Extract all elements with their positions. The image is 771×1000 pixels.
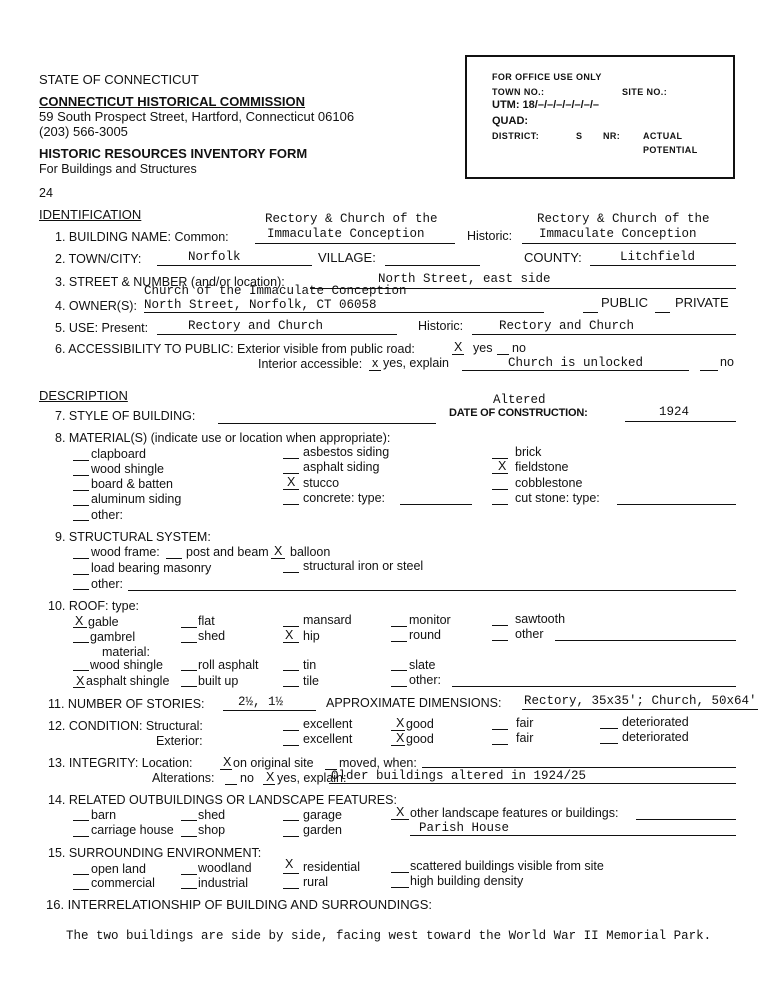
- office-town-no: TOWN NO.:: [492, 87, 545, 97]
- owner-label: 4. OWNER(S):: [55, 299, 137, 313]
- roof-mansard: mansard: [303, 613, 352, 627]
- roof-label: 10. ROOF: type:: [48, 599, 140, 613]
- surround-industrial: industrial: [198, 876, 249, 890]
- altered-note: Altered: [493, 393, 546, 407]
- fieldstone-mark: X: [498, 459, 507, 473]
- interrelationship-text: The two buildings are side by side, facing west toward the World War II Memorial Park.: [66, 929, 712, 943]
- roof-slate: slate: [409, 658, 436, 672]
- use-historic-label: Historic:: [418, 319, 464, 333]
- material-aluminum-siding: aluminum siding: [91, 492, 182, 506]
- exterior-fair: fair: [516, 731, 534, 745]
- outbuildings-label: 14. RELATED OUTBUILDINGS OR LANDSCAPE FEATURES:: [48, 793, 397, 807]
- roof-built-up: built up: [198, 674, 239, 688]
- material-brick: brick: [515, 445, 542, 459]
- private-option: PRIVATE: [675, 295, 729, 310]
- balloon: balloon: [290, 545, 331, 559]
- roof-shed: shed: [198, 629, 226, 643]
- outbuilding-shop: shop: [198, 823, 226, 837]
- exterior-excellent: excellent: [303, 732, 353, 746]
- exterior-deteriorated: deteriorated: [622, 730, 689, 744]
- office-district: DISTRICT:: [492, 131, 540, 141]
- interior-yes-explain: yes, explain: [383, 356, 450, 370]
- page-number: 24: [39, 186, 53, 200]
- interior-mark: x: [372, 356, 379, 370]
- alterations-yes-mark: X: [266, 770, 275, 784]
- outbuilding-carriage-house: carriage house: [91, 823, 174, 837]
- public-option: PUBLIC: [601, 295, 648, 310]
- material-asphalt-siding: asphalt siding: [303, 460, 380, 474]
- wood-frame: wood frame:: [91, 545, 160, 559]
- roof-monitor: monitor: [409, 613, 451, 627]
- material-cobblestone: cobblestone: [515, 476, 583, 490]
- roof-round: round: [409, 628, 441, 642]
- roof-tile: tile: [303, 674, 319, 688]
- structural-good-mark: X: [396, 716, 405, 730]
- outbuilding-barn: barn: [91, 808, 117, 822]
- form-subtitle: For Buildings and Structures: [39, 162, 197, 176]
- interior-no: no: [720, 355, 734, 369]
- moved-when: moved, when:: [339, 756, 417, 770]
- date-of-construction-label: DATE OF CONSTRUCTION:: [449, 407, 588, 419]
- outbuilding-garden: garden: [303, 823, 342, 837]
- common-name-line1: Rectory & Church of the: [265, 212, 438, 226]
- surroundings-label: 15. SURROUNDING ENVIRONMENT:: [48, 846, 262, 860]
- roof-other: other: [515, 627, 544, 641]
- material-wood-shingle: wood shingle: [91, 462, 164, 476]
- commission-heading: CONNECTICUT HISTORICAL COMMISSION: [39, 94, 306, 109]
- surround-commercial: commercial: [91, 876, 155, 890]
- roof-asphalt-shingle: asphalt shingle: [86, 674, 170, 688]
- village-label: VILLAGE:: [318, 250, 376, 265]
- stories-label: 11. NUMBER OF STORIES:: [48, 697, 205, 711]
- interior-explain-value: Church is unlocked: [508, 356, 644, 370]
- structural-fair: fair: [516, 716, 534, 730]
- outbuilding-garage: garage: [303, 808, 342, 822]
- commission-phone: (203) 566-3005: [39, 124, 128, 139]
- roof-roll-asphalt: roll asphalt: [198, 658, 259, 672]
- outbuilding-shed: shed: [198, 808, 226, 822]
- structural-excellent: excellent: [303, 717, 353, 731]
- dimensions-label: APPROXIMATE DIMENSIONS:: [326, 696, 502, 710]
- street-value: North Street, east side: [378, 272, 551, 286]
- hip-mark: X: [285, 628, 294, 642]
- stucco-mark: X: [287, 475, 296, 489]
- roof-flat: flat: [198, 614, 215, 628]
- structural-label: 9. STRUCTURAL SYSTEM:: [55, 530, 211, 544]
- gable-mark: X: [75, 614, 84, 628]
- exterior-visible-mark: X: [454, 340, 463, 354]
- integrity-label: 13. INTEGRITY: Location:: [48, 756, 193, 770]
- roof-sawtooth: sawtooth: [515, 612, 566, 626]
- identification-heading: IDENTIFICATION: [39, 207, 142, 222]
- state-heading: STATE OF CONNECTICUT: [39, 72, 199, 87]
- surround-open-land: open land: [91, 862, 146, 876]
- use-historic-value: Rectory and Church: [499, 319, 635, 333]
- material-stucco: stucco: [303, 476, 340, 490]
- roof-hip: hip: [303, 629, 320, 643]
- owner-name: Church of the Immaculate Conception: [144, 284, 407, 298]
- office-nr: NR:: [603, 131, 621, 141]
- interior-label: Interior accessible:: [258, 357, 363, 371]
- asphalt-shingle-mark: X: [76, 674, 85, 688]
- town-value: Norfolk: [188, 250, 241, 264]
- alterations-no: no: [240, 771, 254, 785]
- materials-label: 8. MATERIAL(S) (indicate use or location when appropriate):: [55, 431, 391, 445]
- use-present-value: Rectory and Church: [188, 319, 324, 333]
- exterior-no: no: [512, 341, 526, 355]
- interrelationship-label: 16. INTERRELATIONSHIP OF BUILDING AND SURROUNDINGS:: [46, 897, 432, 912]
- county-label: COUNTY:: [524, 250, 582, 265]
- parish-house-value: Parish House: [419, 821, 510, 835]
- roof-material-label: material:: [102, 645, 150, 659]
- original-site-mark: X: [223, 755, 232, 769]
- office-title: FOR OFFICE USE ONLY: [492, 72, 602, 82]
- building-name-label: 1. BUILDING NAME: Common:: [55, 230, 229, 244]
- balloon-mark: X: [274, 544, 283, 558]
- material-fieldstone: fieldstone: [515, 460, 569, 474]
- exterior-good: good: [406, 732, 434, 746]
- alterations-explain-value: Older buildings altered in 1924/25: [331, 769, 587, 783]
- condition-exterior-label: Exterior:: [156, 734, 203, 748]
- accessibility-label: 6. ACCESSIBILITY TO PUBLIC: Exterior visible from public road:: [55, 342, 415, 356]
- historic-name-line1: Rectory & Church of the: [537, 212, 710, 226]
- historic-name-line2: Immaculate Conception: [539, 227, 697, 241]
- other-landscape-features: other landscape features or buildings:: [410, 806, 619, 820]
- surround-rural: rural: [303, 875, 329, 889]
- alterations-label: Alterations:: [152, 771, 215, 785]
- exterior-good-mark: X: [396, 731, 405, 745]
- form-title: HISTORIC RESOURCES INVENTORY FORM: [39, 146, 308, 161]
- material-other: other:: [91, 508, 123, 522]
- county-value: Litchfield: [620, 250, 696, 264]
- structural-other: other:: [91, 577, 123, 591]
- residential-mark: X: [285, 857, 294, 871]
- on-original-site: on original site: [233, 756, 314, 770]
- street-label: 3. STREET & NUMBER (and/or location):: [55, 275, 285, 289]
- material-cut-stone: cut stone: type:: [515, 491, 600, 505]
- post-and-beam: post and beam: [186, 545, 269, 559]
- roof-gambrel: gambrel: [90, 630, 136, 644]
- other-landscape-mark: X: [396, 805, 405, 819]
- roof-gable: gable: [88, 615, 119, 629]
- use-label: 5. USE: Present:: [55, 321, 149, 335]
- style-label: 7. STYLE OF BUILDING:: [55, 409, 196, 423]
- roof-material-other: other:: [409, 673, 441, 687]
- commission-address: 59 South Prospect Street, Hartford, Connecticut 06106: [39, 109, 355, 124]
- material-concrete: concrete: type:: [303, 491, 385, 505]
- office-s: S: [576, 131, 583, 141]
- common-name-line2: Immaculate Conception: [267, 227, 425, 241]
- load-bearing-masonry: load bearing masonry: [91, 561, 212, 575]
- office-site-no: SITE NO.:: [622, 87, 668, 97]
- structural-good: good: [406, 717, 434, 731]
- stories-value: 2½, 1½: [238, 695, 284, 709]
- material-board-batten: board & batten: [91, 477, 174, 491]
- surround-high-density: high building density: [410, 874, 524, 888]
- material-clapboard: clapboard: [91, 447, 146, 461]
- historic-name-label: Historic:: [467, 229, 513, 243]
- office-quad: QUAD:: [492, 115, 529, 127]
- town-label: 2. TOWN/CITY:: [55, 252, 142, 266]
- condition-label: 12. CONDITION: Structural:: [48, 719, 203, 733]
- alterations-yes-explain: yes, explain:: [277, 771, 347, 785]
- exterior-yes: yes: [473, 341, 493, 355]
- office-potential: POTENTIAL: [643, 145, 698, 155]
- roof-tin: tin: [303, 658, 317, 672]
- date-value: 1924: [659, 405, 690, 419]
- structural-iron-steel: structural iron or steel: [303, 559, 424, 573]
- surround-woodland: woodland: [198, 861, 252, 875]
- surround-scattered-buildings: scattered buildings visible from site: [410, 859, 604, 873]
- material-asbestos-siding: asbestos siding: [303, 445, 390, 459]
- description-heading: DESCRIPTION: [39, 388, 128, 403]
- dimensions-value: Rectory, 35x35'; Church, 50x64': [524, 694, 757, 708]
- structural-deteriorated: deteriorated: [622, 715, 689, 729]
- office-actual: ACTUAL: [643, 131, 683, 141]
- owner-address: North Street, Norfolk, CT 06058: [144, 298, 377, 312]
- roof-wood-shingle: wood shingle: [90, 658, 163, 672]
- surround-residential: residential: [303, 860, 360, 874]
- office-utm: UTM: 18/–/–/–/–/–/–/–: [492, 99, 599, 111]
